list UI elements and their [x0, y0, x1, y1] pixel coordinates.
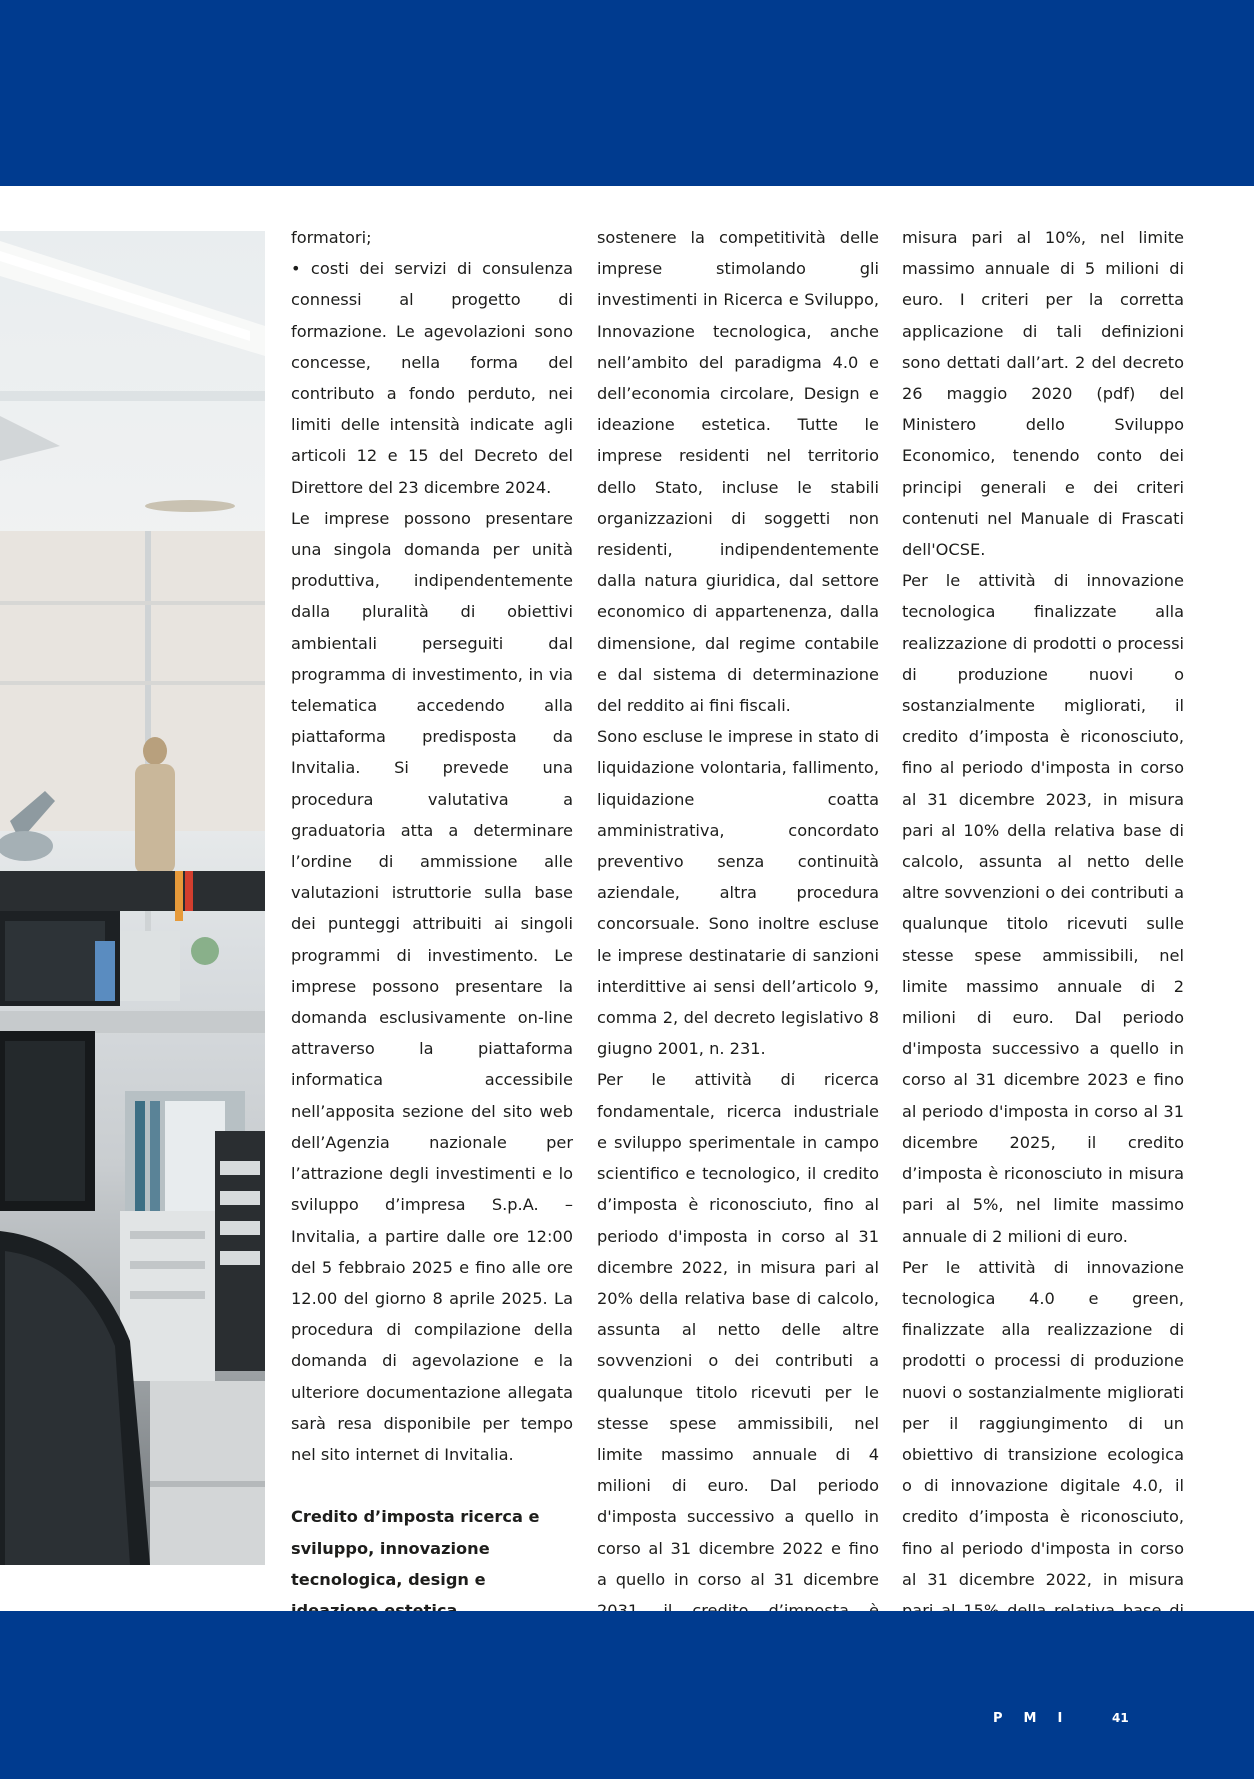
- spacer: [291, 1470, 573, 1501]
- paragraph: • costi dei servizi di consulenza connessi al progetto di formazione. Le agevolazioni sono concesse, nella forma del contributo a fondo perduto, nei limiti delle intensità indicate agli articoli 12 e 15 del Decreto del Direttore del 23 dicembre 2024.: [291, 259, 573, 497]
- footer-brand: PMI: [993, 1711, 1084, 1726]
- office-photo: [0, 231, 265, 1565]
- paragraph: misura pari al 10%, nel limite massimo annuale di 5 milioni di euro. I criteri per la corretta applicazione di tali definizioni sono dettati dall’art. 2 del decreto 26 maggio 2020 (pdf) del Ministero dello Sviluppo Economico, tenendo conto dei principi generali e dei criteri contenuti nel Manuale di Frascati dell'OCSE.: [902, 228, 1184, 560]
- text-column-1: [291, 222, 573, 1657]
- page-number: 41: [1112, 1711, 1129, 1725]
- paragraph: Per le attività di ricerca fondamentale, ricerca industriale e sviluppo sperimentale in campo scientifico e tecnologico, il credito d’imposta è riconosciuto, fino al periodo d'imposta in corso al 31 dicembre 2022, in misura pari al 20% della relativa base di calcolo, assunta al netto delle altre sovvenzioni o dei contributi a qualunque titolo ricevuti per le stesse spese ammissibili, nel limite massimo annuale di 4 milioni di euro. Dal periodo d'imposta successivo a quello in corso al 31 dicembre 2022 e fino a quello in corso al 31 dicembre: [597, 1070, 879, 1589]
- paragraph: Per le attività di innovazione tecnologica finalizzate alla realizzazione di prodotti o processi di produzione nuovi o sostanzialmente migliorati, il credito d’imposta è riconosciuto, fino al periodo d'imposta in corso al 31 dicembre 2023, in misura pari al 10% della relativa base di calcolo, assunta al netto delle altre sovvenzioni o dei contributi a qualunque titolo ricevuti sulle stesse spese ammissibili, nel limite massimo annuale di 2 milioni di euro. Dal periodo d'imposta successivo a quello in corso al 31 dicembre 2023 e fino al periodo d'imposta in corso al 31 dicembre 2025, il credito d’imposta è riconosciuto in misura pari al 5%, nel limite massimo annuale di 2 milioni di euro.: [902, 571, 1184, 1246]
- paragraph: Sono escluse le imprese in stato di liquidazione volontaria, fallimento, liquidazione coatta amministrativa, concordato preventivo senza continuità aziendale, altra procedura concorsuale. Sono inoltre escluse le imprese destinatarie di sanzioni interdittive ai sensi dell’articolo 9, comma 2, del decreto legislativo 8 giugno 2001, n. 231.: [597, 727, 879, 1059]
- text-column-3: [902, 222, 1184, 1657]
- text-column-2: [597, 222, 879, 1657]
- top-color-band: [0, 0, 1254, 186]
- section-heading: Credito d’imposta ricerca e sviluppo, innovazione tecnologica, design e: [291, 1507, 540, 1589]
- bottom-color-band: [0, 1611, 1254, 1779]
- paragraph: Per le attività di innovazione tecnologica 4.0 e green, finalizzate alla realizzazione di prodotti o processi di produzione nuovi o sostanzialmente migliorati per il raggiungimento di un obiettivo di transizione ecologica o di innovazione digitale 4.0, il credito d’imposta è riconosciuto, fino al periodo d'imposta in corso al 31 dicembre 2022, in misura: [902, 1257, 1184, 1589]
- paragraph: Le imprese possono presentare una singola domanda per unità produttiva, indipendentemente dalla pluralità di obiettivi ambientali perseguiti dal programma di investimento, in via telematica accedendo alla piattaforma predisposta da Invitalia. Si prevede una procedura valutativa a graduatoria atta a determinare l’ordine di ammissione alle valutazioni istruttorie sulla base dei punteggi attribuiti ai singoli programmi di investimento. Le imprese possono presentare la domanda esclusivamente on-line attraverso la piattaforma informatica accessibile nell’apposita sezione del sito web dell’Agenzia nazionale per l’attrazione degli investimenti e lo sviluppo d’impresa S.p.A. – Invitalia, a partire dalle ore 12:00 del 5 febbraio 2025 e fino alle ore 12.00 del giorno 8 aprile 2025. La procedura di compilazione della domanda di agevolazione e la ulteriore documentazione allegata sarà resa disponibile per tempo nel sito internet di Invitalia.: [291, 508, 573, 1464]
- paragraph: formatori;: [291, 228, 372, 247]
- paragraph: sostenere la competitività delle imprese stimolando gli investimenti in Ricerca e Sviluppo, Innovazione tecnologica, anche nell’ambito del paradigma 4.0 e dell’economia circolare, Design e ideazione estetica. Tutte le imprese residenti nel territorio dello Stato, incluse le stabili organizzazioni di soggetti non residenti, indipendentemente dalla natura giuridica, dal settore economico di appartenenza, dalla dimensione, dal regime contabile e dal sistema di determinazione del reddito ai fini fiscali.: [597, 228, 879, 716]
